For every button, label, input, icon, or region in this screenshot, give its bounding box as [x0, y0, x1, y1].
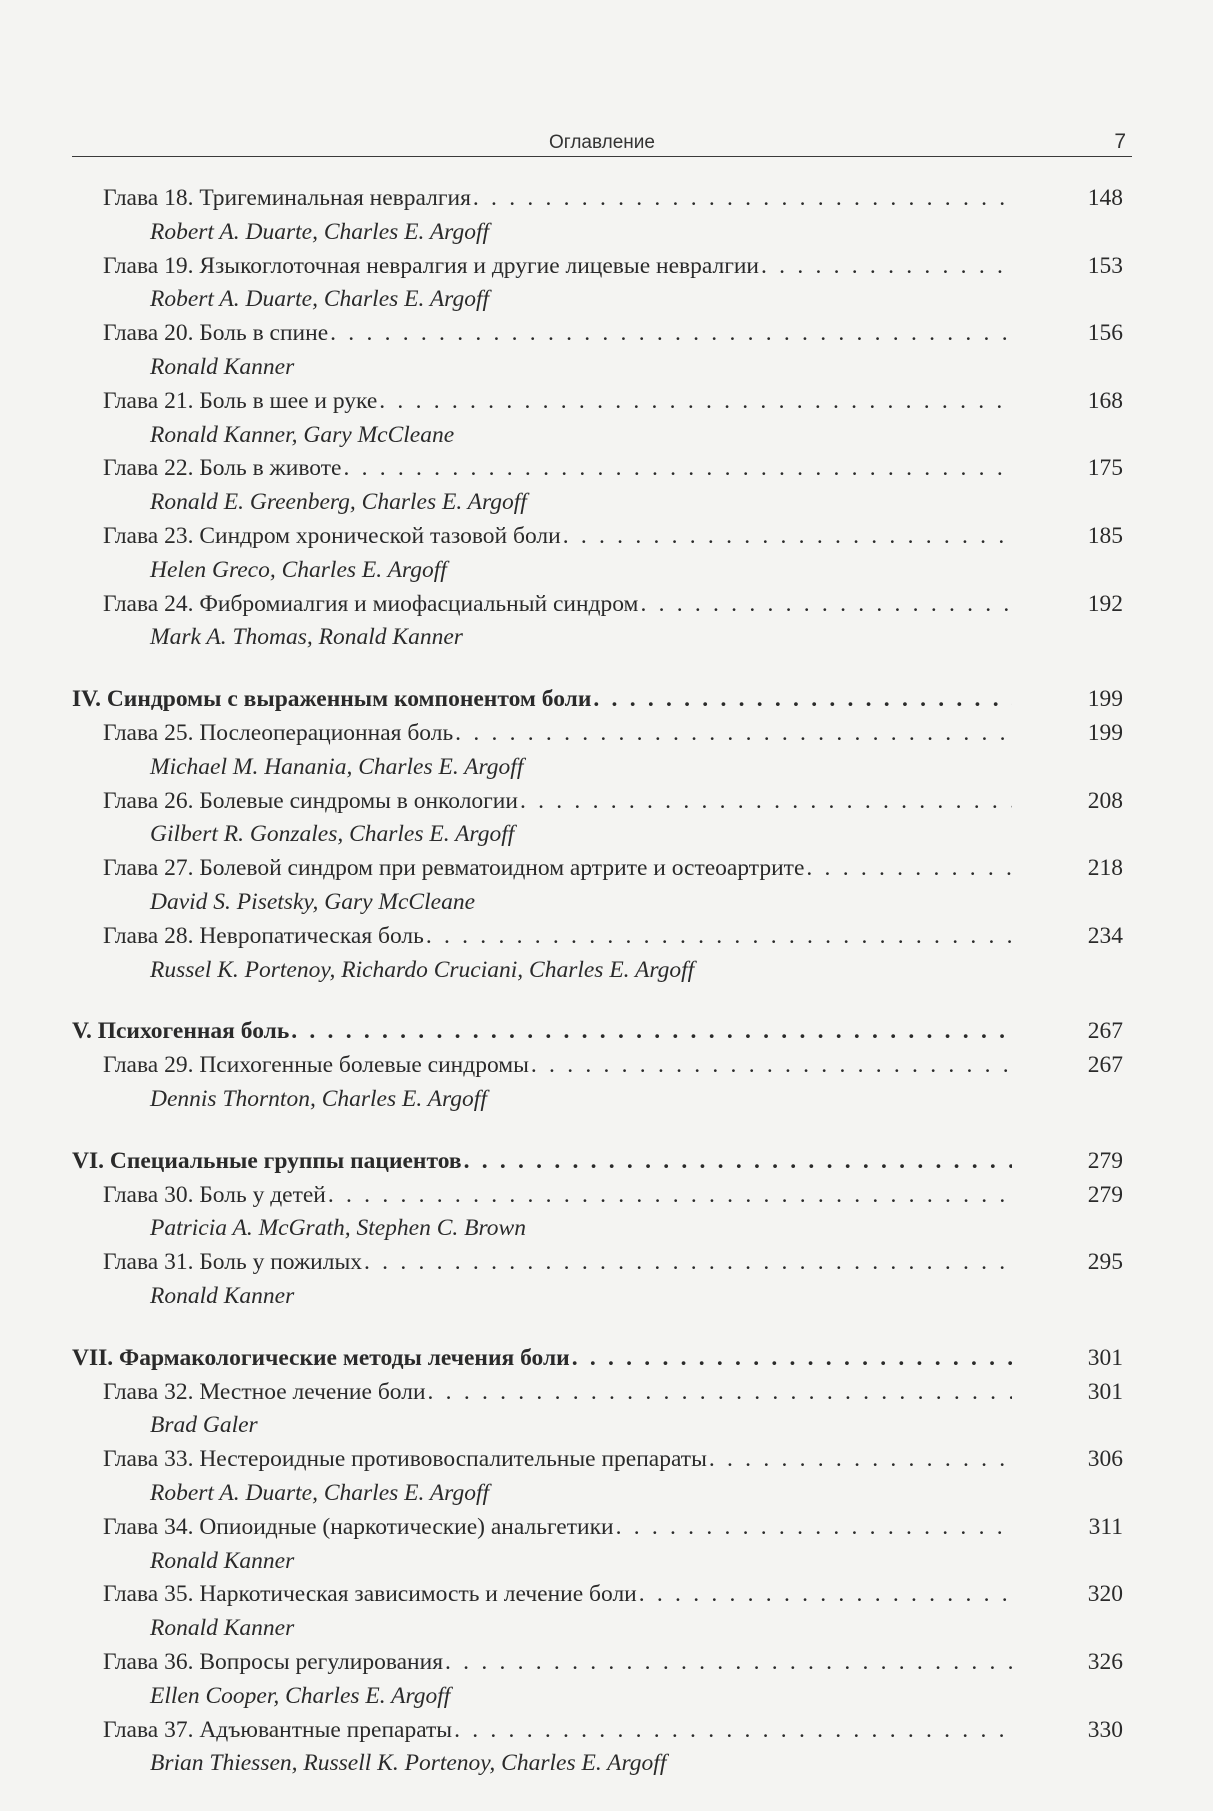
page-number: 7: [1114, 130, 1126, 153]
toc-page-number: 301: [1087, 1378, 1123, 1405]
chapter-title: Глава 35. Наркотическая зависимость и лечение боли: [103, 1581, 637, 1608]
chapter-title: Глава 18. Тригеминальная невралгия: [103, 185, 471, 211]
dot-leader: [428, 1375, 1012, 1409]
toc-page-number: 168: [1087, 387, 1123, 414]
toc-page-number: 279: [1087, 1181, 1123, 1208]
toc-page-number: 218: [1087, 855, 1123, 882]
dot-leader: [454, 1713, 1012, 1747]
toc-chapter-line: [0, 1510, 1213, 1544]
dot-leader: [563, 519, 1012, 553]
toc-chapter-entry: [103, 1577, 1012, 1611]
chapter-title: Глава 19. Языкоглоточная невралгия и другие лицевые невралгии: [103, 252, 760, 279]
chapter-authors: Robert A. Duarte, Charles E. Argoff: [150, 1480, 490, 1506]
dot-leader: [593, 682, 1012, 716]
toc-authors-line: [0, 350, 1213, 384]
toc-chapter-line: [0, 716, 1213, 750]
toc-chapter-entry: [103, 519, 1012, 553]
toc-authors-line: [0, 215, 1213, 249]
toc-chapter-entry: [103, 1245, 1012, 1279]
toc-page-number: 330: [1087, 1716, 1123, 1743]
dot-leader: [364, 1245, 1012, 1279]
chapter-authors: Michael M. Hanania, Charles E. Argoff: [150, 753, 524, 780]
toc-page-number: 234: [1087, 922, 1123, 949]
chapter-authors: Russel K. Portenoy, Richardo Cruciani, Charles E. Argoff: [150, 956, 695, 983]
toc-chapter-entry: [103, 384, 1012, 418]
toc-chapter-line: [0, 451, 1213, 485]
toc-chapter-entry: [103, 316, 1012, 350]
toc-chapter-entry: [103, 919, 1012, 953]
toc-authors-line: [0, 620, 1213, 654]
toc-section-entry: [72, 1014, 1012, 1048]
toc-chapter-line: [0, 519, 1213, 553]
toc-chapter-line: [0, 316, 1213, 350]
toc-chapter-entry: [103, 181, 1012, 215]
chapter-title: Глава 26. Болевые синдромы в онкологии: [103, 787, 518, 814]
chapter-authors: Ronald Kanner: [150, 1283, 295, 1309]
toc-section-entry: [72, 1341, 1012, 1375]
chapter-authors: Ronald Kanner, Gary McCleane: [150, 421, 455, 448]
toc-chapter-entry: [103, 451, 1012, 485]
toc-page-number: 295: [1087, 1249, 1123, 1276]
toc-chapter-line: [0, 1442, 1213, 1476]
toc-authors-line: [0, 817, 1213, 851]
toc-page-number: 185: [1087, 523, 1123, 549]
toc-page-number: 153: [1087, 252, 1123, 279]
chapter-title: Глава 37. Адъювантные препараты: [103, 1716, 453, 1743]
dot-leader: [761, 249, 1012, 283]
toc-page-number: 267: [1087, 1018, 1123, 1045]
toc-chapter-line: [0, 1645, 1213, 1679]
dot-leader: [806, 851, 1012, 885]
toc-chapter-line: [0, 1713, 1213, 1747]
dot-leader: [616, 1510, 1012, 1544]
chapter-title: Глава 20. Боль в спине: [103, 320, 329, 347]
dot-leader: [455, 716, 1012, 750]
toc-section-line: [0, 1341, 1213, 1375]
chapter-title: Глава 27. Болевой синдром при ревматоидном артрите и остеоартрите: [103, 855, 805, 882]
toc-chapter-entry: [103, 1178, 1012, 1212]
toc-section-line: [0, 1014, 1213, 1048]
toc-authors-line: [0, 485, 1213, 519]
toc-page-number: 148: [1087, 185, 1123, 211]
toc-chapter-line: [0, 1178, 1213, 1212]
toc-section-entry: [72, 1144, 1012, 1178]
section-title: IV. Синдромы с выраженным компонентом боли: [72, 686, 592, 713]
toc-chapter-line: [0, 1375, 1213, 1409]
toc-chapter-line: [0, 587, 1213, 621]
toc-chapter-line: [0, 249, 1213, 283]
toc-authors-line: [0, 750, 1213, 784]
chapter-title: Глава 36. Вопросы регулирования: [103, 1649, 444, 1675]
toc-chapter-line: [0, 384, 1213, 418]
chapter-authors: Helen Greco, Charles E. Argoff: [150, 556, 447, 583]
chapter-authors: Ronald Kanner: [150, 354, 295, 380]
toc-authors-line: [0, 418, 1213, 452]
toc-page-number: 267: [1087, 1052, 1123, 1079]
running-header-title: Оглавление: [549, 132, 655, 153]
toc-page-number: 208: [1087, 787, 1123, 814]
toc-section-line: [0, 1144, 1213, 1178]
chapter-authors: Brad Galer: [150, 1412, 258, 1439]
dot-leader: [531, 1048, 1012, 1082]
chapter-title: Глава 33. Нестероидные противовоспалительные препараты: [103, 1446, 707, 1473]
chapter-authors: Gilbert R. Gonzales, Charles E. Argoff: [150, 821, 515, 848]
chapter-authors: Ronald Kanner: [150, 1547, 295, 1574]
dot-leader: [445, 1645, 1012, 1679]
toc-authors-line: [0, 1279, 1213, 1313]
toc-chapter-entry: [103, 1442, 1012, 1476]
dot-leader: [291, 1014, 1012, 1048]
chapter-title: Глава 31. Боль у пожилых: [103, 1249, 363, 1276]
toc-chapter-entry: [103, 249, 1012, 283]
toc-chapter-line: [0, 1577, 1213, 1611]
toc-chapter-line: [0, 784, 1213, 818]
toc-page-number: 192: [1087, 590, 1123, 617]
dot-leader: [330, 316, 1012, 350]
toc-authors-line: [0, 282, 1213, 316]
toc-chapter-entry: [103, 1048, 1012, 1082]
toc-chapter-entry: [103, 1375, 1012, 1409]
chapter-title: Глава 25. Послеоперационная боль: [103, 720, 454, 746]
chapter-title: Глава 24. Фибромиалгия и миофасциальный синдром: [103, 590, 639, 617]
dot-leader: [520, 784, 1012, 818]
toc-chapter-line: [0, 1245, 1213, 1279]
toc-page-number: 199: [1087, 720, 1123, 746]
toc-authors-line: [0, 553, 1213, 587]
toc-chapter-line: [0, 851, 1213, 885]
chapter-authors: Patricia A. McGrath, Stephen C. Brown: [150, 1215, 526, 1242]
toc-chapter-line: [0, 181, 1213, 215]
chapter-authors: David S. Pisetsky, Gary McCleane: [150, 889, 475, 915]
chapter-authors: Dennis Thornton, Charles E. Argoff: [150, 1086, 487, 1112]
toc-page-number: 326: [1087, 1649, 1123, 1675]
dot-leader: [426, 919, 1012, 953]
toc-page-number: 156: [1087, 320, 1123, 347]
dot-leader: [639, 1577, 1012, 1611]
toc-chapter-entry: [103, 784, 1012, 818]
chapter-authors: Robert A. Duarte, Charles E. Argoff: [150, 286, 490, 313]
toc-authors-line: [0, 953, 1213, 987]
chapter-authors: Ronald Kanner: [150, 1615, 295, 1642]
dot-leader: [328, 1178, 1012, 1212]
toc-authors-line: [0, 1746, 1213, 1780]
toc-chapter-entry: [103, 716, 1012, 750]
dot-leader: [572, 1341, 1012, 1375]
toc-page-number: 279: [1087, 1147, 1123, 1174]
toc-chapter-line: [0, 919, 1213, 953]
chapter-title: Глава 29. Психогенные болевые синдромы: [103, 1052, 529, 1079]
toc-section-entry: [72, 682, 1012, 716]
chapter-title: Глава 34. Опиоидные (наркотические) анальгетики: [103, 1513, 614, 1540]
chapter-authors: Ellen Cooper, Charles E. Argoff: [150, 1682, 451, 1709]
toc-authors-line: [0, 1408, 1213, 1442]
chapter-title: Глава 28. Невропатическая боль: [103, 922, 424, 949]
toc-authors-line: [0, 1611, 1213, 1645]
toc-authors-line: [0, 1082, 1213, 1116]
chapter-authors: Mark A. Thomas, Ronald Kanner: [150, 624, 463, 651]
toc-page-number: 301: [1087, 1344, 1123, 1371]
toc-chapter-entry: [103, 587, 1012, 621]
toc-chapter-entry: [103, 1645, 1012, 1679]
toc-chapter-line: [0, 1048, 1213, 1082]
toc-authors-line: [0, 1679, 1213, 1713]
dot-leader: [709, 1442, 1012, 1476]
toc-page-number: 306: [1087, 1446, 1123, 1473]
chapter-title: Глава 30. Боль у детей: [103, 1181, 326, 1208]
chapter-title: Глава 23. Синдром хронической тазовой боли: [103, 523, 561, 549]
dot-leader: [640, 587, 1012, 621]
chapter-title: Глава 32. Местное лечение боли: [103, 1378, 426, 1405]
toc-authors-line: [0, 1211, 1213, 1245]
section-title: VII. Фармакологические методы лечения боли: [72, 1344, 570, 1371]
section-title: V. Психогенная боль: [72, 1018, 290, 1045]
toc-section-line: [0, 682, 1213, 716]
toc-chapter-entry: [103, 1510, 1012, 1544]
running-header: [72, 128, 1132, 157]
chapter-authors: Ronald E. Greenberg, Charles E. Argoff: [150, 489, 527, 516]
toc-authors-line: [0, 1544, 1213, 1578]
chapter-authors: Brian Thiessen, Russell K. Portenoy, Charles E. Argoff: [150, 1750, 667, 1777]
toc-authors-line: [0, 1476, 1213, 1510]
dot-leader: [464, 1144, 1012, 1178]
toc-page-number: 175: [1087, 455, 1123, 482]
toc-authors-line: [0, 885, 1213, 919]
toc-chapter-entry: [103, 851, 1012, 885]
chapter-title: Глава 21. Боль в шее и руке: [103, 387, 378, 414]
toc-page-number: 199: [1087, 686, 1123, 713]
dot-leader: [379, 384, 1012, 418]
toc-chapter-entry: [103, 1713, 1012, 1747]
chapter-title: Глава 22. Боль в животе: [103, 455, 342, 482]
dot-leader: [473, 181, 1012, 215]
toc-page-number: 320: [1087, 1581, 1123, 1608]
chapter-authors: Robert A. Duarte, Charles E. Argoff: [150, 218, 490, 245]
section-title: VI. Специальные группы пациентов: [72, 1147, 462, 1174]
toc-page-number: 311: [1088, 1513, 1123, 1540]
dot-leader: [343, 451, 1012, 485]
